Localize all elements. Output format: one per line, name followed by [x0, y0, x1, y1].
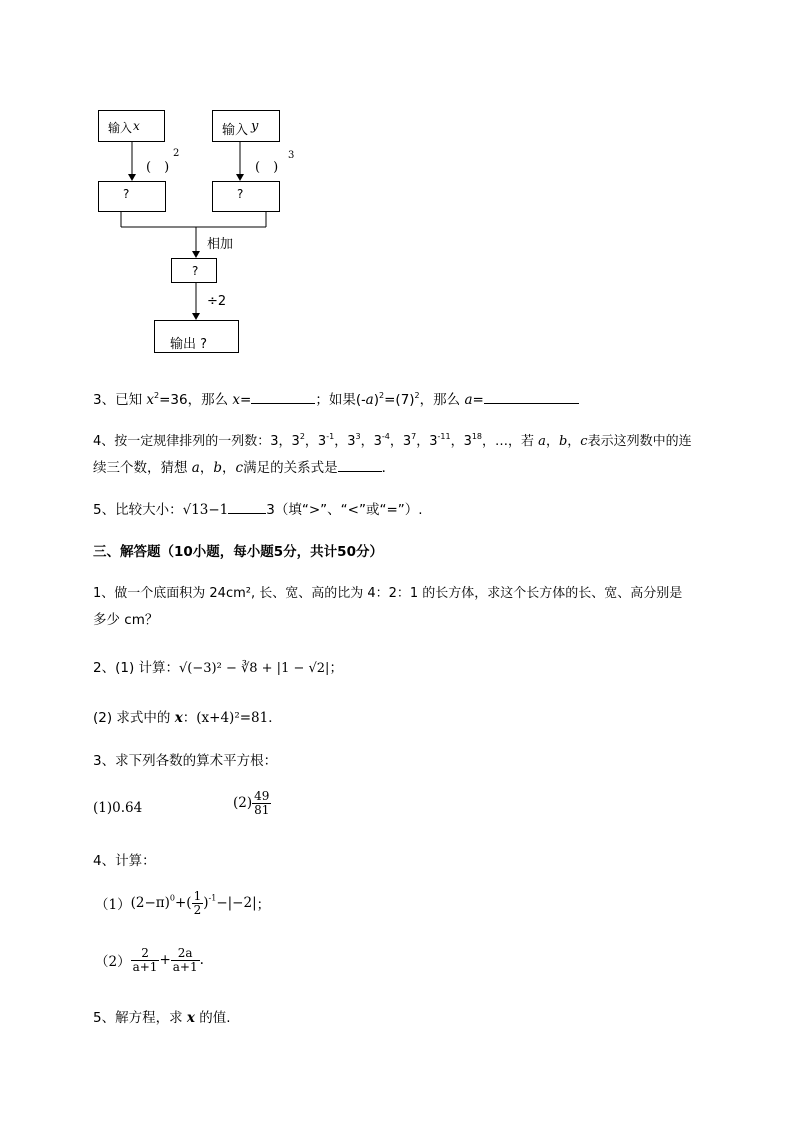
square-exponent: 2	[173, 148, 180, 159]
fill-in-question-4-line-2: 续三个数，猜想 a，b，c满足的关系式是 ．	[93, 460, 396, 476]
fill-in-question-5: 5、比较大小：√13−1 3（填“>”、“<”或“=”）.	[93, 502, 423, 518]
answer-blank-x[interactable]	[251, 391, 315, 404]
fraction-2-over-a-plus-1: $\frac{2}{a+1}$	[132, 946, 158, 974]
add-label: 相加	[207, 237, 234, 252]
cube-result-box	[212, 181, 280, 212]
expression-q2-1: √(−3)² − ∛8 + |1 − √2|	[179, 661, 330, 676]
square-operation: ( )	[146, 160, 170, 175]
cube-exponent: 3	[288, 150, 295, 161]
input-y-var: y	[251, 119, 259, 134]
answer-blank-compare[interactable]	[228, 501, 266, 514]
sum-box	[171, 258, 217, 283]
cube-result-unknown: ?	[237, 187, 244, 201]
cube-operation: ( )	[255, 160, 279, 175]
solve-question-4-title: 4、计算：	[93, 853, 156, 869]
output-box	[154, 320, 239, 353]
section-3-heading: 三、解答题（10小题，每小题5分，共计50分）	[93, 544, 383, 560]
solve-question-5: 5、解方程，求 x 的值.	[93, 1010, 231, 1026]
solve-question-4-part-2: （2） $\frac{2}{a+1}$ + $\frac{2a}{a+1}$ .	[95, 946, 204, 974]
divide-label: ÷2	[207, 294, 227, 309]
input-y-box	[212, 110, 280, 142]
fraction-2a-over-a-plus-1: $\frac{2a}{a+1}$	[172, 946, 198, 974]
solve-question-1-line-2: 多少 cm？	[93, 612, 159, 628]
input-y-label: 输入	[222, 123, 249, 138]
sqrt-13: √13	[182, 502, 209, 518]
solve-question-3-title: 3、求下列各数的算术平方根：	[93, 753, 278, 769]
solve-question-4-part-1: $(1)(2-\pi)^0+$( $\frac{1}{2}$ )$^{-1}$−|−2|；	[95, 889, 271, 917]
input-x-box	[98, 110, 165, 142]
input-x-label: 输入	[108, 121, 133, 135]
sum-unknown: ?	[192, 264, 199, 278]
output-label: 输出 ?	[170, 337, 208, 352]
fill-in-question-4-line-1: 4、按一定规律排列的一列数：3，$3^2$，$3^{-1}$，$3^3$，$3^{-4}$，$3^7$，$3^{-11}$，$3^{18}$，…，若 a，b，c表示这列数中的连	[93, 432, 692, 449]
answer-blank-relation[interactable]	[338, 459, 382, 472]
solve-question-1-line-1: 1、做一个底面积为 24cm², 长、宽、高的比为 4：2：1 的长方体，求这个长方体的长、宽、高分别是	[93, 586, 683, 601]
solve-question-2-part-2: (2) 求式中的 x：(x+4)²=81．	[93, 710, 282, 726]
square-result-unknown: ?	[123, 187, 130, 201]
solve-question-3-part-1: (1)0.64	[93, 800, 143, 816]
fraction-one-half: $\frac{1}{2}$	[193, 889, 202, 917]
square-result-box	[98, 181, 166, 212]
fraction-49-81: $\frac{49}{81}$	[254, 789, 270, 817]
solve-question-3-part-2: (2) $\frac{49}{81}$	[233, 789, 270, 817]
fill-in-question-3: 3、已知 $x^2=36$，那么 x= ；如果$(-a)^2=(7)^2$，那么 a=	[93, 388, 579, 408]
solve-question-2-part-1: 2、(1) 计算：√(−3)² − ∛8 + |1 − √2|；	[93, 660, 343, 676]
answer-blank-a[interactable]	[484, 391, 579, 404]
input-x-var: x	[133, 119, 140, 133]
